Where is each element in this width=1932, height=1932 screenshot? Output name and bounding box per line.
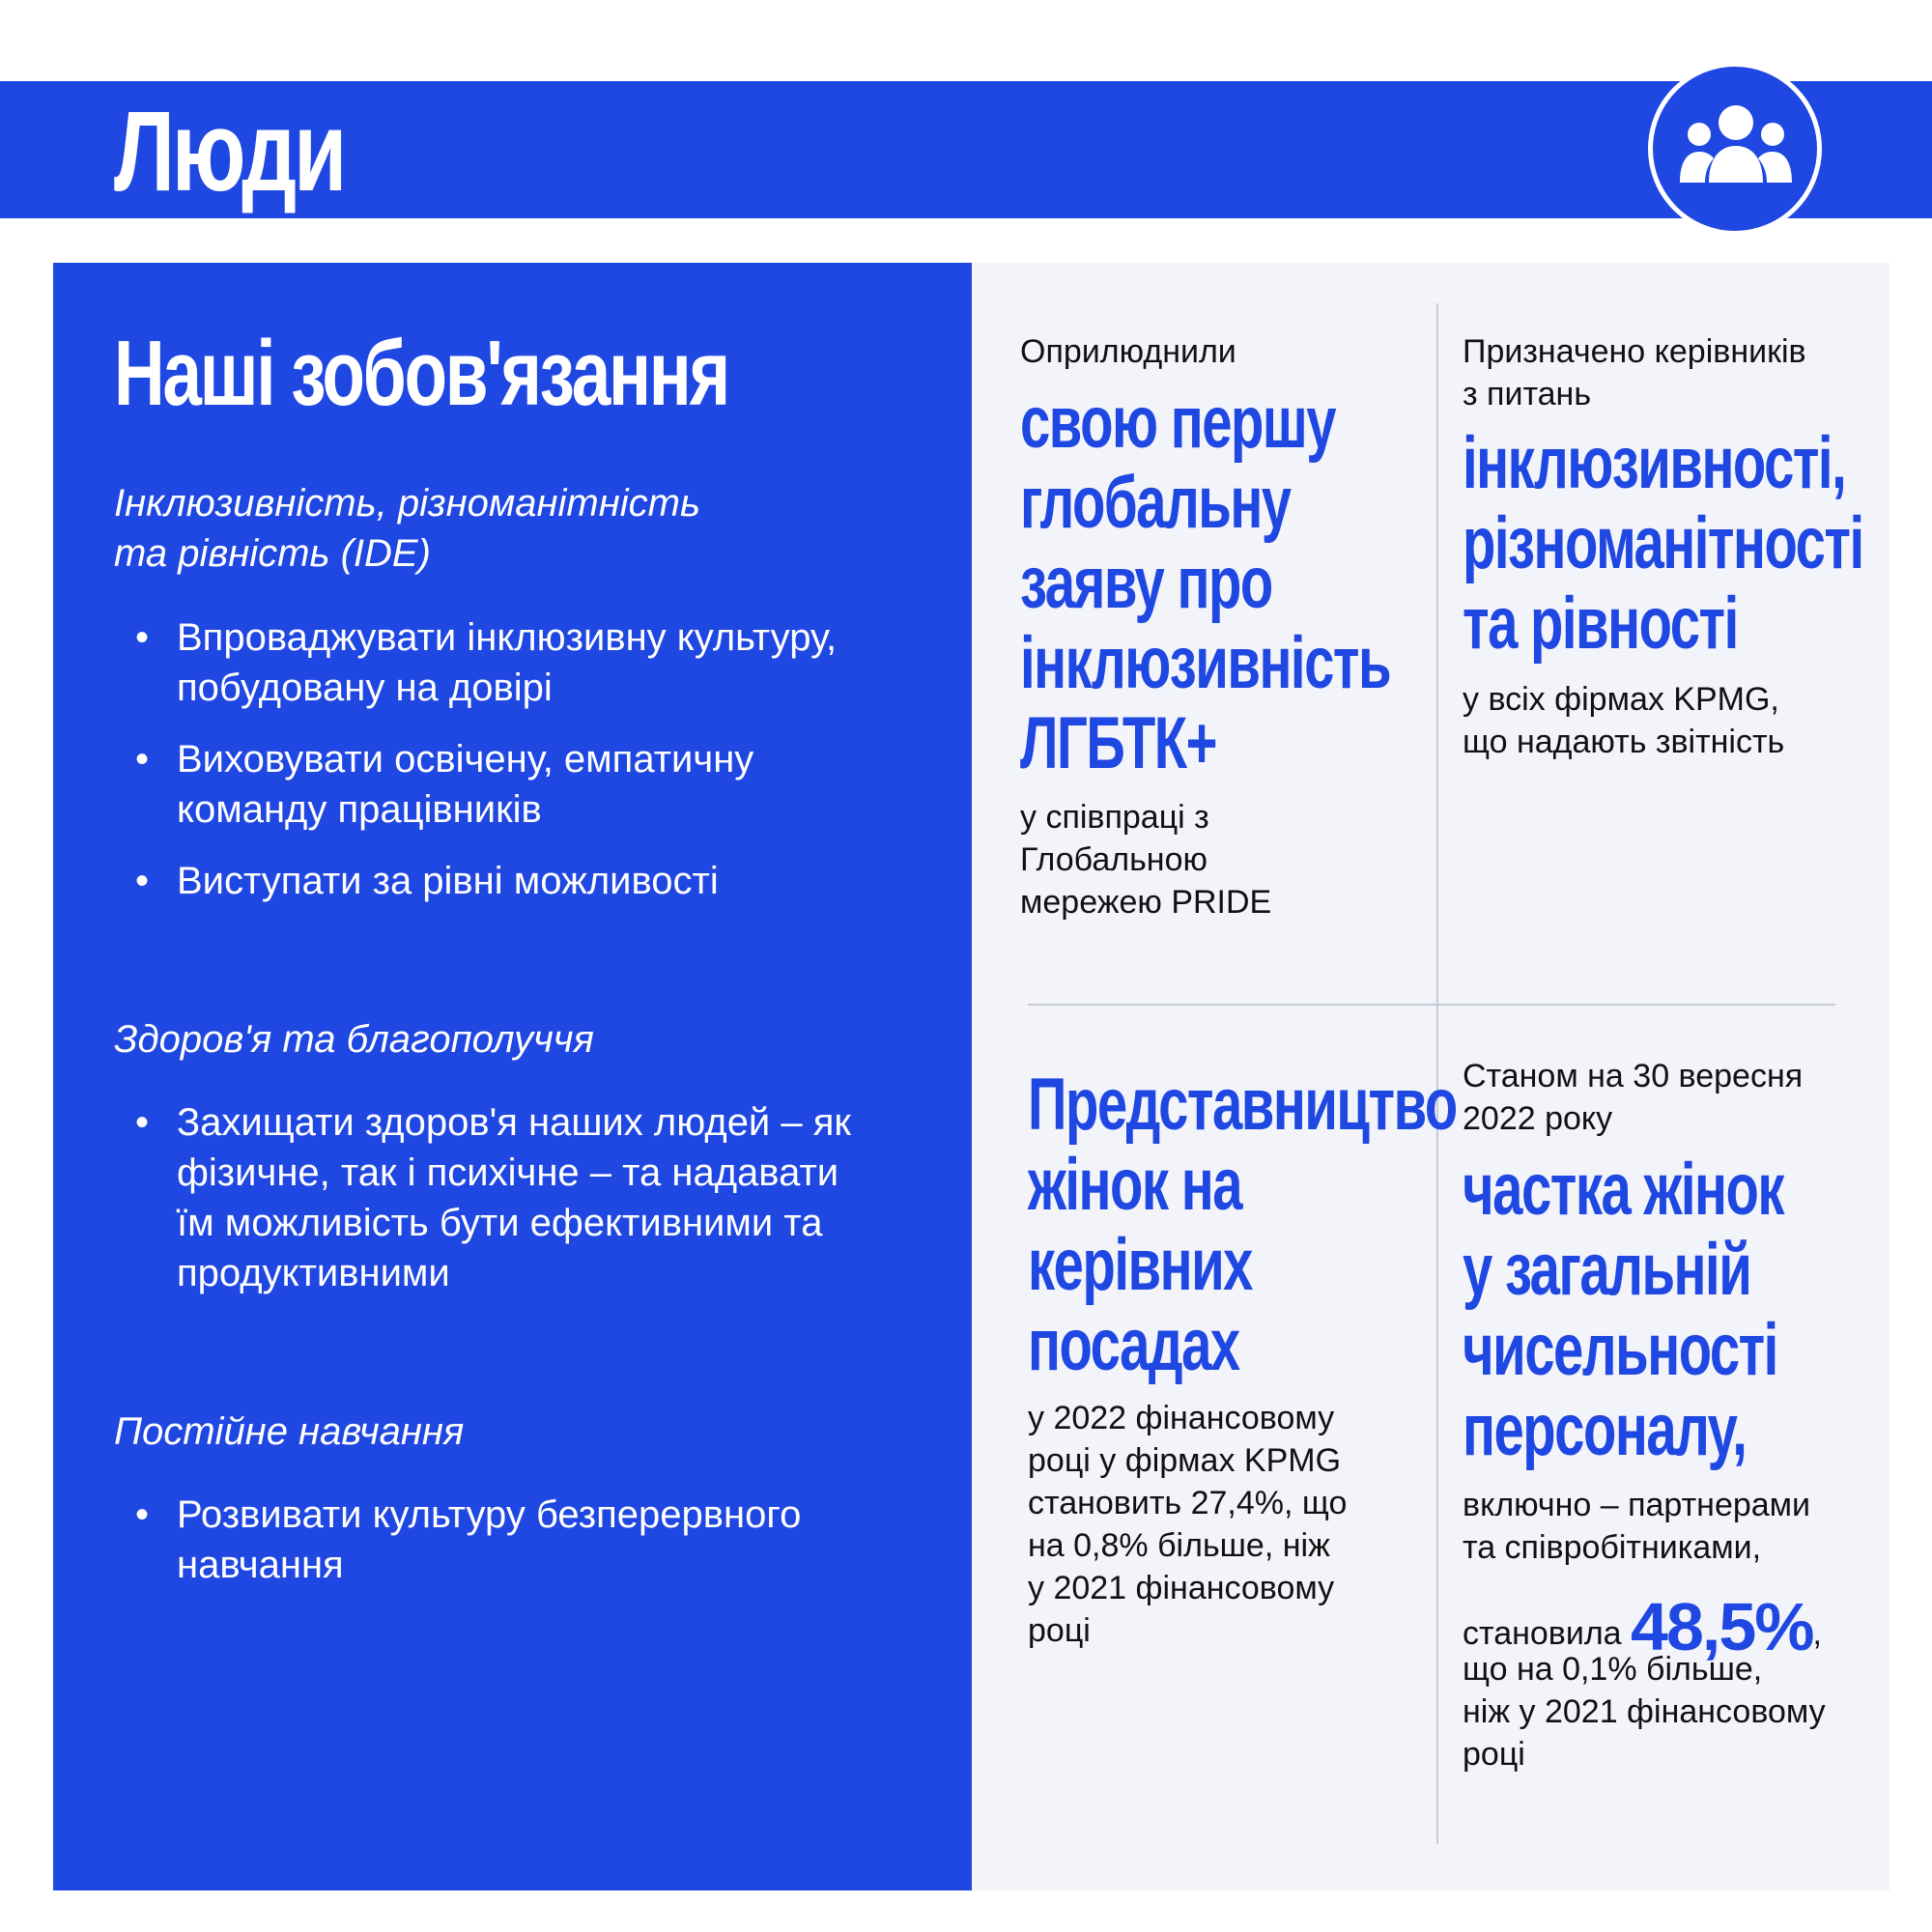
text-line: з питань <box>1463 376 1592 412</box>
section-heading-line: Інклюзивність, різноманітність <box>114 482 700 525</box>
text-line: що на 0,1% більше, <box>1463 1651 1763 1688</box>
text-line: становить 27,4%, що <box>1028 1485 1348 1521</box>
people-icon <box>1680 101 1792 198</box>
headline-line: та рівності <box>1463 582 1738 665</box>
headline-line: керівних <box>1028 1224 1252 1306</box>
headline-line: різноманітності <box>1463 502 1863 584</box>
women-share-value: 48,5% <box>1631 1589 1813 1664</box>
text-line: у співпраці з <box>1020 799 1209 836</box>
text-line: мережею PRIDE <box>1020 884 1272 921</box>
headline-line: інклюзивність <box>1020 622 1391 704</box>
ide-list <box>135 612 869 927</box>
list-item: • Впроваджувати інклюзивну культуру, побудовану на довірі <box>135 612 869 713</box>
commitments-title: Наші зобов'язання <box>114 322 728 425</box>
women-share-intro <box>1463 1055 1803 1140</box>
horizontal-divider <box>1028 1004 1835 1006</box>
headline-line: персоналу, <box>1463 1389 1747 1471</box>
headline-line: чисельності <box>1463 1309 1777 1391</box>
text-line: році <box>1028 1612 1091 1649</box>
headline-line: глобальну <box>1020 462 1291 544</box>
section-heading-line: Постійне навчання <box>114 1410 465 1453</box>
text-line: та співробітниками, <box>1463 1529 1762 1566</box>
value-prefix: становила <box>1463 1615 1622 1652</box>
leaders-outro <box>1463 678 1784 763</box>
headline-line: посадах <box>1028 1304 1239 1386</box>
text-line: Призначено керівників <box>1463 333 1806 370</box>
section-heading-ide <box>114 478 848 579</box>
list-item: • Виховувати освічену, емпатичну команду працівників <box>135 734 869 835</box>
section-heading-learning <box>114 1406 848 1457</box>
pride-intro: Оприлюднили <box>1020 333 1236 370</box>
page-title: Люди <box>114 88 345 215</box>
list-item: • Розвивати культуру безперервного навчання <box>135 1490 869 1590</box>
women-leadership-outro <box>1028 1397 1347 1652</box>
women-share-outro <box>1463 1648 1826 1776</box>
text-line: включно – партнерами <box>1463 1487 1811 1523</box>
text-line: що надають звітність <box>1463 724 1785 760</box>
pride-headline <box>1020 383 1390 783</box>
women-leadership-headline <box>1028 1065 1457 1385</box>
health-list <box>135 1097 869 1320</box>
text-line: році у фірмах KPMG <box>1028 1442 1342 1479</box>
text-line: у 2021 фінансовому <box>1028 1570 1335 1606</box>
learning-list <box>135 1490 869 1611</box>
leaders-intro <box>1463 330 1806 415</box>
text-line: ніж у 2021 фінансовому <box>1463 1693 1826 1730</box>
list-item: • Виступати за рівні можливості <box>135 856 869 906</box>
text-line: Станом на 30 вересня <box>1463 1058 1804 1094</box>
text-line: на 0,8% більше, ніж <box>1028 1527 1330 1564</box>
headline-line: жінок на <box>1028 1144 1242 1226</box>
headline-line: частка жінок <box>1463 1149 1784 1231</box>
section-heading-health <box>114 1014 848 1065</box>
women-share-value-line <box>1463 1589 1822 1664</box>
people-badge <box>1648 62 1822 236</box>
headline-line: у загальній <box>1463 1229 1751 1311</box>
leaders-headline <box>1463 423 1863 664</box>
headline-line: інклюзивності, <box>1463 422 1846 504</box>
pride-outro <box>1020 796 1271 923</box>
text-line: Глобальною <box>1020 841 1208 878</box>
headline-line: Представництво <box>1028 1064 1457 1146</box>
section-heading-line: Здоров'я та благополуччя <box>114 1018 594 1061</box>
text-line: році <box>1463 1736 1525 1773</box>
text-line: 2022 року <box>1463 1100 1613 1137</box>
text-line: у 2022 фінансовому <box>1028 1400 1335 1436</box>
women-share-middle <box>1463 1484 1810 1569</box>
text-line: у всіх фірмах KPMG, <box>1463 681 1779 718</box>
list-item: • Захищати здоров'я наших людей – як фізичне, так і психічне – та надавати їм можливість бути ефективними та продуктивними <box>135 1097 869 1298</box>
headline-line: свою першу <box>1020 382 1336 464</box>
headline-line: заяву про <box>1020 542 1272 624</box>
women-share-headline <box>1463 1150 1783 1470</box>
section-heading-line: та рівність (IDE) <box>114 532 431 575</box>
value-suffix: , <box>1812 1615 1822 1652</box>
headline-line: ЛГБТК+ <box>1020 702 1217 784</box>
